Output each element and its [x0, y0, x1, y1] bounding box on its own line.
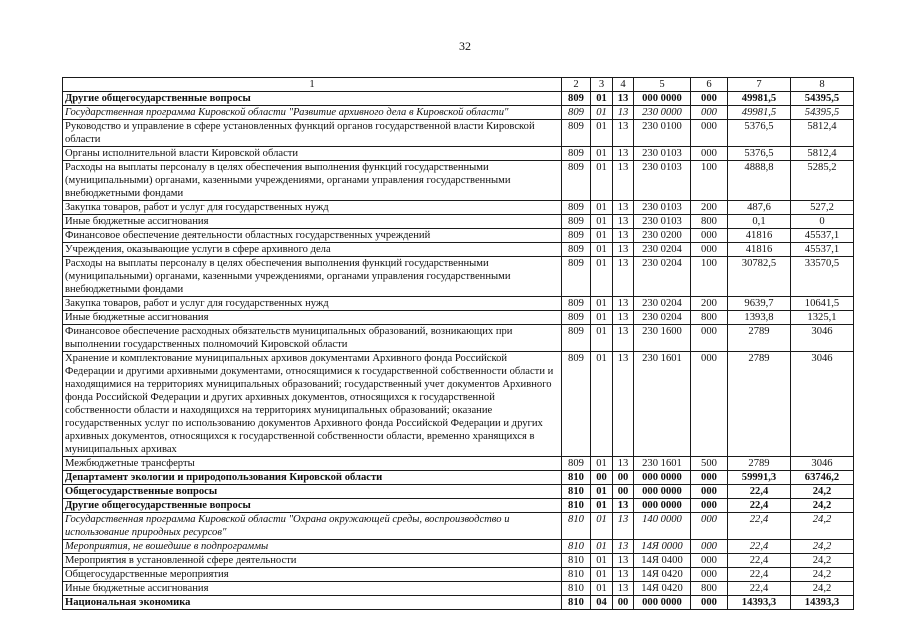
cell-item-name: Другие общегосударственные вопросы [63, 499, 562, 513]
header-col-4: 4 [613, 78, 634, 92]
cell-ministry-code: 809 [562, 106, 591, 120]
cell-amount-col8: 24,2 [791, 568, 854, 582]
table-row [63, 513, 854, 540]
cell-expense-type: 500 [691, 457, 728, 471]
table-row [63, 311, 854, 325]
cell-amount-col7: 22,4 [728, 540, 791, 554]
cell-expense-type: 000 [691, 540, 728, 554]
cell-expense-type: 000 [691, 554, 728, 568]
cell-amount-col7: 22,4 [728, 513, 791, 540]
table-header-row [63, 78, 854, 92]
cell-target-article: 230 0204 [634, 311, 691, 325]
cell-item-name: Департамент экологии и природопользования Кировской области [63, 471, 562, 485]
cell-section: 01 [591, 582, 613, 596]
cell-target-article: 230 0103 [634, 215, 691, 229]
cell-section: 04 [591, 596, 613, 610]
cell-section: 01 [591, 215, 613, 229]
table-row [63, 457, 854, 471]
table-row [63, 352, 854, 457]
header-col-1: 1 [63, 78, 562, 92]
cell-item-name: Финансовое обеспечение деятельности областных государственных учреждений [63, 229, 562, 243]
cell-amount-col8: 45537,1 [791, 229, 854, 243]
cell-subsection: 13 [613, 147, 634, 161]
cell-item-name: Другие общегосударственные вопросы [63, 92, 562, 106]
table-row [63, 325, 854, 352]
cell-subsection: 13 [613, 92, 634, 106]
cell-section: 01 [591, 352, 613, 457]
cell-expense-type: 000 [691, 106, 728, 120]
cell-amount-col7: 49981,5 [728, 106, 791, 120]
cell-expense-type: 000 [691, 325, 728, 352]
cell-item-name: Иные бюджетные ассигнования [63, 215, 562, 229]
cell-ministry-code: 810 [562, 554, 591, 568]
table-row [63, 201, 854, 215]
cell-section: 01 [591, 568, 613, 582]
cell-subsection: 13 [613, 457, 634, 471]
cell-amount-col7: 2789 [728, 457, 791, 471]
cell-section: 01 [591, 243, 613, 257]
cell-item-name: Органы исполнительной власти Кировской области [63, 147, 562, 161]
cell-amount-col8: 10641,5 [791, 297, 854, 311]
cell-target-article: 230 1601 [634, 352, 691, 457]
table-row [63, 596, 854, 610]
cell-section: 01 [591, 120, 613, 147]
cell-ministry-code: 809 [562, 297, 591, 311]
cell-expense-type: 200 [691, 201, 728, 215]
cell-section: 01 [591, 147, 613, 161]
table-row [63, 540, 854, 554]
cell-target-article: 230 0204 [634, 243, 691, 257]
cell-amount-col8: 0 [791, 215, 854, 229]
cell-expense-type: 100 [691, 161, 728, 201]
cell-amount-col7: 487,6 [728, 201, 791, 215]
table-row [63, 161, 854, 201]
cell-ministry-code: 809 [562, 120, 591, 147]
cell-subsection: 13 [613, 325, 634, 352]
cell-amount-col8: 14393,3 [791, 596, 854, 610]
cell-amount-col7: 30782,5 [728, 257, 791, 297]
cell-target-article: 230 1601 [634, 457, 691, 471]
table-row [63, 499, 854, 513]
cell-ministry-code: 810 [562, 568, 591, 582]
cell-item-name: Государственная программа Кировской области "Охрана окружающей среды, воспроизводство и использование природных ресурсов" [63, 513, 562, 540]
cell-amount-col7: 22,4 [728, 568, 791, 582]
table-row [63, 582, 854, 596]
cell-section: 01 [591, 229, 613, 243]
cell-subsection: 13 [613, 120, 634, 147]
cell-ministry-code: 809 [562, 161, 591, 201]
cell-section: 01 [591, 513, 613, 540]
cell-subsection: 13 [613, 201, 634, 215]
cell-ministry-code: 810 [562, 513, 591, 540]
cell-ministry-code: 809 [562, 352, 591, 457]
cell-item-name: Мероприятия, не вошедшие в подпрограммы [63, 540, 562, 554]
table-row [63, 554, 854, 568]
budget-table [62, 77, 854, 610]
cell-target-article: 230 0103 [634, 147, 691, 161]
cell-subsection: 13 [613, 257, 634, 297]
cell-amount-col8: 5812,4 [791, 120, 854, 147]
cell-expense-type: 000 [691, 229, 728, 243]
cell-expense-type: 000 [691, 568, 728, 582]
cell-ministry-code: 810 [562, 540, 591, 554]
cell-expense-type: 000 [691, 499, 728, 513]
cell-expense-type: 000 [691, 485, 728, 499]
cell-amount-col7: 9639,7 [728, 297, 791, 311]
table-row [63, 215, 854, 229]
cell-amount-col7: 59991,3 [728, 471, 791, 485]
cell-ministry-code: 809 [562, 243, 591, 257]
cell-amount-col7: 41816 [728, 243, 791, 257]
table-row [63, 568, 854, 582]
cell-amount-col8: 3046 [791, 325, 854, 352]
cell-amount-col8: 527,2 [791, 201, 854, 215]
cell-subsection: 13 [613, 311, 634, 325]
cell-target-article: 14Я 0000 [634, 540, 691, 554]
cell-ministry-code: 809 [562, 257, 591, 297]
cell-amount-col7: 14393,3 [728, 596, 791, 610]
cell-ministry-code: 810 [562, 471, 591, 485]
cell-amount-col7: 5376,5 [728, 147, 791, 161]
cell-subsection: 13 [613, 554, 634, 568]
cell-amount-col8: 63746,2 [791, 471, 854, 485]
cell-section: 01 [591, 554, 613, 568]
cell-subsection: 13 [613, 499, 634, 513]
cell-ministry-code: 810 [562, 596, 591, 610]
cell-expense-type: 000 [691, 513, 728, 540]
cell-target-article: 230 0000 [634, 106, 691, 120]
table-row [63, 120, 854, 147]
cell-subsection: 00 [613, 485, 634, 499]
cell-item-name: Финансовое обеспечение расходных обязательств муниципальных образований, возникающих при выполнении государственных полномочий Кировской области [63, 325, 562, 352]
cell-item-name: Закупка товаров, работ и услуг для государственных нужд [63, 201, 562, 215]
cell-expense-type: 800 [691, 311, 728, 325]
cell-amount-col7: 2789 [728, 325, 791, 352]
cell-expense-type: 000 [691, 471, 728, 485]
table-row [63, 257, 854, 297]
cell-expense-type: 800 [691, 215, 728, 229]
cell-item-name: Хранение и комплектование муниципальных архивов документами Архивного фонда Российской Федерации и другими архивными документами, относящимися к государственной собственности области и находящимися на территориях муниципальных образований; государственный учет документов Архивного фонда Российской Федерации и других архивных документов, относящихся к государственной собственности области и находящихся на территориях муниципальных образований; оказание государственных услуг по использованию документов Архивного фонда Российской Федерации и других архивных документов, относящихся к государственной собственности области, временно хранящихся в муниципальных архивах [63, 352, 562, 457]
cell-target-article: 000 0000 [634, 485, 691, 499]
cell-amount-col8: 54395,5 [791, 106, 854, 120]
cell-ministry-code: 809 [562, 147, 591, 161]
cell-amount-col8: 24,2 [791, 485, 854, 499]
table-row [63, 147, 854, 161]
cell-ministry-code: 809 [562, 311, 591, 325]
budget-table-body [63, 92, 854, 610]
cell-item-name: Государственная программа Кировской области "Развитие архивного дела в Кировской области" [63, 106, 562, 120]
cell-section: 01 [591, 297, 613, 311]
cell-subsection: 13 [613, 513, 634, 540]
cell-section: 01 [591, 92, 613, 106]
cell-item-name: Руководство и управление в сфере установленных функций органов государственной власти Кировской области [63, 120, 562, 147]
cell-amount-col8: 5285,2 [791, 161, 854, 201]
cell-section: 01 [591, 201, 613, 215]
cell-amount-col8: 1325,1 [791, 311, 854, 325]
cell-section: 01 [591, 311, 613, 325]
cell-subsection: 13 [613, 243, 634, 257]
header-col-6: 6 [691, 78, 728, 92]
cell-amount-col8: 3046 [791, 352, 854, 457]
cell-expense-type: 800 [691, 582, 728, 596]
cell-section: 01 [591, 540, 613, 554]
cell-subsection: 13 [613, 229, 634, 243]
cell-subsection: 00 [613, 596, 634, 610]
header-col-8: 8 [791, 78, 854, 92]
cell-amount-col8: 24,2 [791, 554, 854, 568]
cell-target-article: 14Я 0400 [634, 554, 691, 568]
table-row [63, 229, 854, 243]
cell-amount-col8: 45537,1 [791, 243, 854, 257]
cell-subsection: 13 [613, 106, 634, 120]
table-row [63, 92, 854, 106]
cell-expense-type: 000 [691, 92, 728, 106]
cell-expense-type: 000 [691, 352, 728, 457]
cell-expense-type: 000 [691, 147, 728, 161]
cell-amount-col7: 22,4 [728, 499, 791, 513]
cell-section: 01 [591, 325, 613, 352]
table-row [63, 485, 854, 499]
cell-item-name: Мероприятия в установленной сфере деятельности [63, 554, 562, 568]
cell-subsection: 13 [613, 215, 634, 229]
cell-ministry-code: 809 [562, 457, 591, 471]
cell-expense-type: 200 [691, 297, 728, 311]
cell-amount-col7: 49981,5 [728, 92, 791, 106]
table-row [63, 106, 854, 120]
cell-expense-type: 000 [691, 243, 728, 257]
header-col-2: 2 [562, 78, 591, 92]
cell-ministry-code: 809 [562, 325, 591, 352]
cell-target-article: 140 0000 [634, 513, 691, 540]
cell-ministry-code: 810 [562, 485, 591, 499]
cell-amount-col8: 33570,5 [791, 257, 854, 297]
cell-subsection: 13 [613, 582, 634, 596]
cell-item-name: Расходы на выплаты персоналу в целях обеспечения выполнения функций государственными (муниципальными) органами, казенными учреждениями, органами управления государственными внебюджетными фондами [63, 161, 562, 201]
cell-section: 01 [591, 106, 613, 120]
table-row [63, 297, 854, 311]
cell-amount-col7: 0,1 [728, 215, 791, 229]
cell-target-article: 230 0103 [634, 161, 691, 201]
cell-target-article: 14Я 0420 [634, 568, 691, 582]
cell-amount-col7: 2789 [728, 352, 791, 457]
cell-expense-type: 000 [691, 596, 728, 610]
cell-amount-col7: 41816 [728, 229, 791, 243]
cell-subsection: 13 [613, 568, 634, 582]
page-number: 32 [459, 39, 471, 53]
cell-section: 01 [591, 457, 613, 471]
header-col-7: 7 [728, 78, 791, 92]
cell-item-name: Закупка товаров, работ и услуг для государственных нужд [63, 297, 562, 311]
table-row [63, 471, 854, 485]
header-col-3: 3 [591, 78, 613, 92]
cell-ministry-code: 809 [562, 215, 591, 229]
cell-subsection: 13 [613, 352, 634, 457]
cell-amount-col7: 22,4 [728, 554, 791, 568]
cell-item-name: Межбюджетные трансферты [63, 457, 562, 471]
cell-amount-col8: 24,2 [791, 540, 854, 554]
cell-item-name: Расходы на выплаты персоналу в целях обеспечения выполнения функций государственными (муниципальными) органами, казенными учреждениями, органами управления государственными внебюджетными фондами [63, 257, 562, 297]
cell-amount-col8: 24,2 [791, 582, 854, 596]
cell-section: 01 [591, 161, 613, 201]
cell-ministry-code: 809 [562, 229, 591, 243]
cell-ministry-code: 809 [562, 201, 591, 215]
cell-target-article: 230 0200 [634, 229, 691, 243]
cell-amount-col8: 3046 [791, 457, 854, 471]
cell-expense-type: 100 [691, 257, 728, 297]
cell-subsection: 13 [613, 297, 634, 311]
cell-item-name: Общегосударственные вопросы [63, 485, 562, 499]
cell-section: 01 [591, 499, 613, 513]
cell-amount-col8: 5812,4 [791, 147, 854, 161]
cell-ministry-code: 810 [562, 499, 591, 513]
cell-target-article: 230 0204 [634, 297, 691, 311]
cell-subsection: 13 [613, 540, 634, 554]
cell-item-name: Учреждения, оказывающие услуги в сфере архивного дела [63, 243, 562, 257]
cell-target-article: 230 0204 [634, 257, 691, 297]
cell-amount-col8: 54395,5 [791, 92, 854, 106]
cell-target-article: 000 0000 [634, 499, 691, 513]
cell-section: 01 [591, 485, 613, 499]
cell-ministry-code: 809 [562, 92, 591, 106]
cell-target-article: 000 0000 [634, 92, 691, 106]
cell-section: 00 [591, 471, 613, 485]
cell-item-name: Иные бюджетные ассигнования [63, 582, 562, 596]
cell-section: 01 [591, 257, 613, 297]
cell-amount-col7: 1393,8 [728, 311, 791, 325]
cell-target-article: 000 0000 [634, 596, 691, 610]
cell-item-name: Иные бюджетные ассигнования [63, 311, 562, 325]
cell-target-article: 000 0000 [634, 471, 691, 485]
table-row [63, 243, 854, 257]
cell-amount-col8: 24,2 [791, 499, 854, 513]
cell-amount-col7: 5376,5 [728, 120, 791, 147]
cell-target-article: 230 0103 [634, 201, 691, 215]
cell-target-article: 14Я 0420 [634, 582, 691, 596]
header-col-5: 5 [634, 78, 691, 92]
cell-subsection: 13 [613, 161, 634, 201]
cell-subsection: 00 [613, 471, 634, 485]
cell-target-article: 230 0100 [634, 120, 691, 147]
cell-amount-col8: 24,2 [791, 513, 854, 540]
cell-amount-col7: 22,4 [728, 582, 791, 596]
cell-amount-col7: 22,4 [728, 485, 791, 499]
cell-expense-type: 000 [691, 120, 728, 147]
cell-target-article: 230 1600 [634, 325, 691, 352]
cell-item-name: Общегосударственные мероприятия [63, 568, 562, 582]
cell-amount-col7: 4888,8 [728, 161, 791, 201]
cell-ministry-code: 810 [562, 582, 591, 596]
cell-item-name: Национальная экономика [63, 596, 562, 610]
